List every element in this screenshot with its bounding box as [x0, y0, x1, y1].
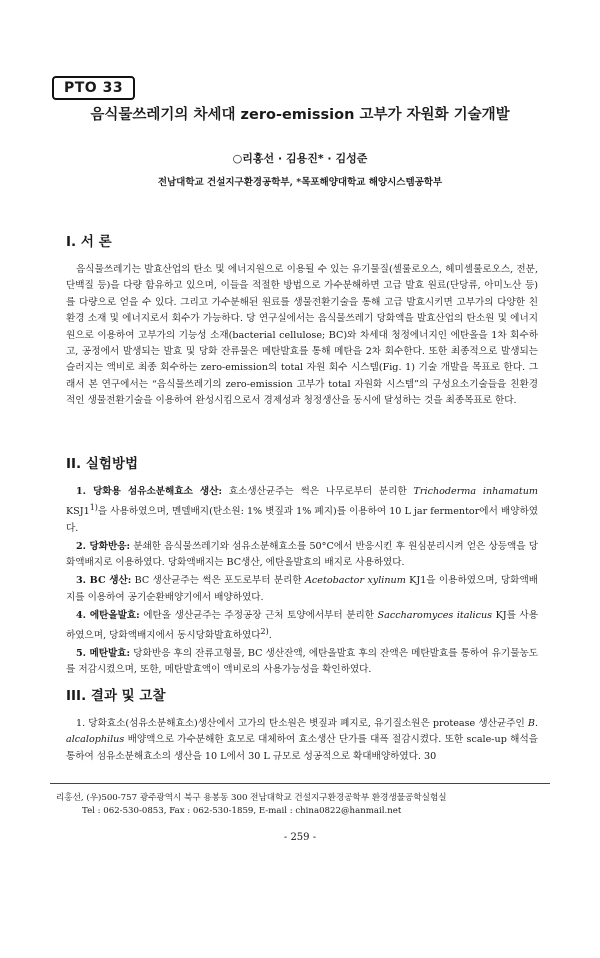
section-heading-methods: II. 실험방법: [66, 456, 139, 472]
method-item-label: 3. BC 생산:: [76, 575, 132, 587]
methods-list: [66, 484, 538, 680]
affiliation-line: 전남대학교 건설지구환경공학부, *목포해양대학교 해양시스템공학부: [157, 177, 443, 188]
reference-marker: 1): [89, 503, 98, 513]
species-name: B. alcalophilus: [66, 718, 538, 746]
method-item-label: 5. 메탄발효:: [76, 648, 131, 660]
species-name: Trichoderma inhamatum: [413, 486, 539, 497]
reference-marker: 2): [260, 626, 269, 636]
intro-text: 음식물쓰레기는 발효산업의 탄소 및 에너지원으로 이용될 수 있는 유기물질(셀룰로오스, 헤미셀룰로오스, 전분, 단백질 등)을 다량 함유하고 있으며, 이들을 적절한 방법으로 가수분해하면 고급 발효 원료(단당류, 아미노산 등)를 다량으로 얻을 수 있다. 그리고 가수분해된 원료를 생물전환기술을 통해 고급 발효시키면 고부가의 다양한 친환경 소재 및 에너지로서 회수가 가능하다. 당 연구실에서는 음식물쓰레기 당화액을 발효산업의 탄소원 및 에너지원으로 이용하여 고부가의 기능성 소재(bacterial cellulose; BC)와 차세대 청정에너지인 에탄올을 1차 회수하고, 공정에서 발생되는 발효 및 당화 잔류물은 메탄발효를 통해 메탄을 2차 회수한다. 또한 최종적으로 발생되는 슬러지는 액비로 최종 회수하는 zero-emission의 total 자원 회수 시스템(Fig. 1) 기술 개발을 목표로 한다. 그래서 본 연구에서는 “음식물쓰레기의 zero-emission 고부가 total 자원화 시스템”의 구성요소기술들을 친환경적인 생물전환기술을 이용하여 완성시킴으로서 경제성과 청정생산을 동시에 달성하는 것을 최종목표로 한다.: [66, 264, 538, 407]
results-paragraph: [66, 716, 538, 765]
method-item-text: .: [268, 630, 272, 642]
method-item-text: 을 사용하였으며, 멘델배지(탄소원: 1% 볏짚과 1% 폐지)를 이용하여 10 L jar fermentor에서 배양하였다.: [66, 506, 538, 534]
footnote: [56, 792, 556, 818]
footnote-address: 리홍선, (우)500-757 광주광역시 북구 용봉동 300 전남대학교 건설지구환경공학부 환경생물공학실험실: [56, 793, 447, 803]
results-text-a: 1. 당화효소(섬유소분해효소)생산에서 고가의 탄소원은 볏짚과 폐지로, 유기질소원은 protease 생산균주인: [76, 718, 528, 729]
method-item-3: [66, 573, 538, 606]
method-item-1: [66, 484, 538, 537]
method-item-text: KJ1을 이용하였으며, 당화액배지를 이용하여 공기순환배양기에서 배양하였다.: [66, 575, 538, 603]
method-item-text: KSJ1: [66, 506, 90, 518]
method-item-text: 분쇄한 음식물쓰레기와 섬유소분해효소를 50°C에서 반응시킨 후 원심분리시켜 얻은 상등액을 당화액배지로 이용하였다. 당화액배지는 BC생산, 에탄올발효의 배지로 사용하였다.: [66, 540, 538, 569]
method-item-label: 4. 에탄올발효:: [76, 609, 140, 621]
page-number: - 259 -: [283, 832, 317, 843]
section-heading-intro: I. 서 론: [66, 234, 112, 250]
method-item-text: BC 생산균주는 썩은 포도로부터 분리한: [131, 575, 305, 587]
method-item-text: KJ를 사용하였으며, 당화액배지에서 동시당화발효하였다: [66, 609, 538, 642]
footnote-divider: [50, 783, 550, 784]
method-item-text: 효소생산균주는 썩은 나무로부터 분리한: [222, 486, 414, 497]
paper-title: 음식물쓰레기의 차세대 zero-emission 고부가 자원화 기술개발: [90, 107, 510, 123]
method-item-label: 1. 당화용 섬유소분해효소 생산:: [76, 486, 223, 497]
method-item-4: [66, 608, 538, 645]
section-heading-results: III. 결과 및 고찰: [66, 688, 166, 704]
method-item-label: 2. 당화반응:: [76, 540, 131, 552]
footnote-contact: Tel : 062-530-0853, Fax : 062-530-1859, E-mail : china0822@hanmail.net: [82, 806, 402, 816]
method-item-text: 당화반응 후의 잔류고형물, BC 생산잔액, 에탄올발효 후의 잔액은 메탄발효를 통하여 유기물농도를 저감시켰으며, 또한, 메탄발효액이 액비로의 사용가능성을 확인하였다.: [66, 648, 538, 676]
results-text: [66, 716, 538, 765]
species-name: Saccharomyces italicus: [377, 609, 493, 621]
results-text-b: 배양액으로 가수분해한 효모로 대체하여 효소생산 단가를 대폭 절감시켰다. 또한 scale-up 해석을 통하여 섬유소분해효소의 생산을 10 L에서 30 L 규모로 성공적으로 확대배양하였다. 30: [66, 734, 538, 762]
method-item-5: [66, 646, 538, 679]
session-code-badge: PTO 33: [52, 76, 135, 100]
species-name: Acetobactor xylinum: [304, 575, 406, 587]
authors-line: ○리홍선 · 김용진* · 김성준: [232, 152, 368, 165]
method-item-text: 에탄올 생산균주는 주정공장 근처 토양에서부터 분리한: [139, 609, 378, 621]
method-item-2: [66, 539, 538, 572]
intro-paragraph: [66, 262, 538, 410]
